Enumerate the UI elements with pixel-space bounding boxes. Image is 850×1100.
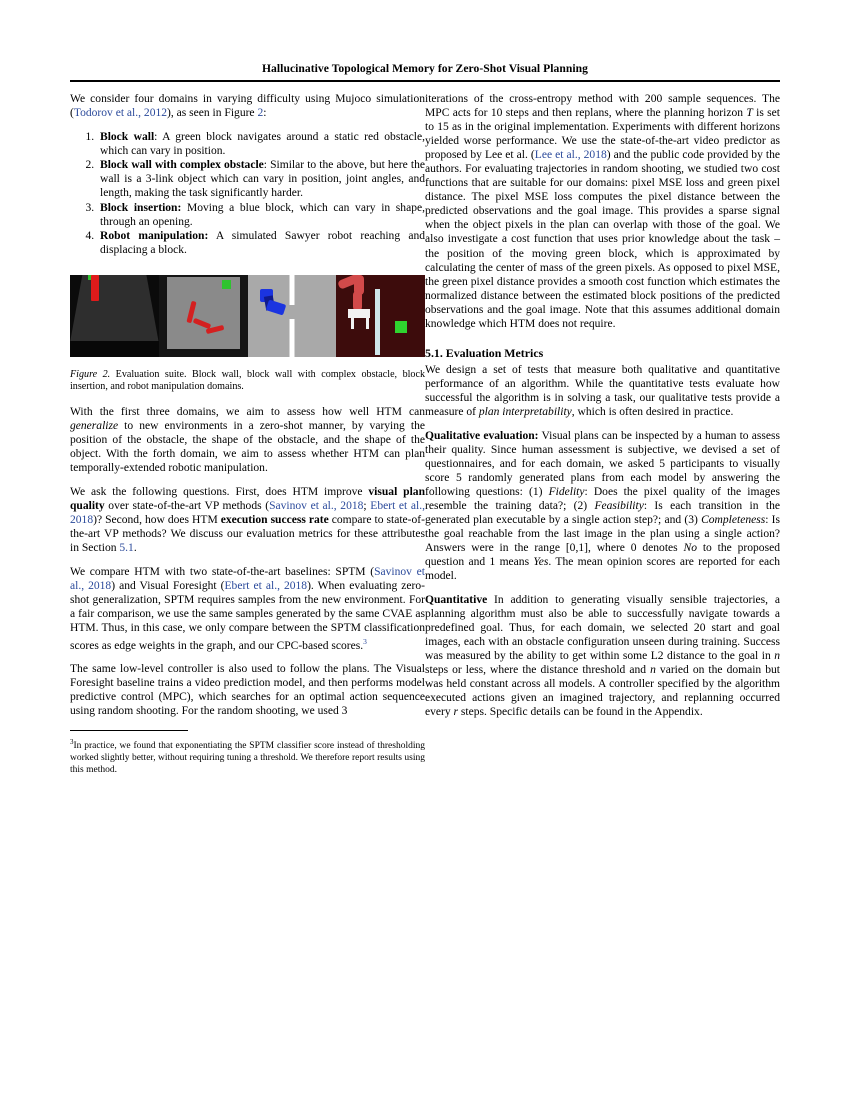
domain-separator: : (154, 130, 163, 143)
citation-savinov-2[interactable]: Savinov et al., 2018 (70, 565, 425, 592)
design-emphasis: plan interpretability (478, 406, 572, 419)
domain-name: Block wall (100, 130, 155, 143)
baselines-text-a: We compare HTM with two state-of-the-art baselines: SPTM ( (70, 565, 375, 578)
math-symbol-T: T (746, 107, 753, 120)
para-controller: The same low-level controller is also used to follow the plans. The Visual Foresight baseline trains a video prediction model, and then performs model predictive control (MPC), which searches for an optimal action sequence using random shooting. For the random shooting, we used 3 (70, 663, 425, 718)
floor-shape (70, 275, 159, 343)
footnote-text: In practice, we found that exponentiating the SPTM classifier score instead of thresholding worked slightly better, without requiring tuning a threshold. We therefore report results using this method. (70, 741, 425, 775)
math-symbol-n-2: n (650, 664, 656, 677)
qualitative-text-a: Visual plans can be inspected by a human to assess their quality. Since human assessment is subjective, we devised a set of questionnaires, and for each domain, we asked 5 participants to visually score 5 randomly generated plans from each model by answering the following questions: (1) (425, 429, 780, 499)
left-column (70, 92, 425, 776)
green-block-icon (222, 280, 231, 289)
blue-block-part-b (266, 300, 287, 316)
domain-description: Moving a blue block, which can vary in shape, through an opening. (100, 201, 425, 228)
running-head: Hallucinative Topological Memory for Zero-Shot Visual Planning (261, 62, 589, 75)
gripper-prong-right (366, 317, 369, 329)
design-text-b: , which is often desired in practice. (571, 406, 734, 419)
answer-yes: Yes (533, 556, 549, 569)
generalize-emphasis: generalize (70, 420, 119, 433)
questions-text-b: over state-of-the-art VP methods ( (104, 499, 270, 512)
para-baselines (70, 565, 425, 653)
figure-caption (70, 369, 425, 394)
gripper-prong-left (351, 317, 354, 329)
list-item (97, 130, 425, 158)
domain-list (70, 130, 425, 258)
footnote-number: 3 (70, 738, 74, 747)
quantitative-text-a: In addition to generating visually sensible trajectories, a planning algorithm must also be able to successfully navigate towards a predefined goal. Thus, for each domain, we selected 20 start and goal images, each with an obstacle configuration unseen during training. Success was measured by the ability to get within some L2 distance to the goal in (425, 594, 780, 663)
qualitative-text-b: : Does the pixel quality of the images resemble the training data?; (2) (425, 486, 781, 513)
mpc-text-b: is set to 15 as in the original implementation. Experiments with different horizons yielded worse performance. We use the state-of-the-art video predictor as proposed by Lee et al. ( (425, 107, 780, 162)
answer-no: No (683, 542, 697, 555)
robot-arm-segment-3 (353, 291, 362, 311)
generalize-text-b: to new environments in a zero-shot manner, by varying the position of the obstacle, the shape of the obstacle, and the shape of the object. With the forth domain, we aim to assess whether HTM can plan temporally-extended robotic manipulation. (70, 420, 425, 475)
qualitative-text-d: : Is the goal reachable from the last image in the plan using a single action? Answers were in the range [0,1], where 0 denotes (425, 514, 780, 555)
green-block-icon (395, 321, 407, 333)
section-heading-evaluation-metrics: 5.1. Evaluation Metrics (425, 345, 544, 360)
qualitative-lead-in: Qualitative evaluation: (425, 429, 539, 442)
math-symbol-n-1: n (774, 650, 780, 663)
citation-savinov[interactable]: Savinov et al., 2018 (269, 499, 364, 512)
floor-shadow (70, 341, 159, 357)
quantitative-text-d: steps. Specific details can be found in the Appendix. (458, 706, 703, 719)
figure-image-strip (70, 275, 425, 357)
para-mpc (425, 92, 780, 331)
metric-fidelity: Fidelity (548, 486, 585, 499)
questions-text-a: We ask the following questions. First, does HTM improve (70, 485, 369, 498)
domain-name: Block insertion: (100, 201, 182, 214)
questions-text-f: . (133, 542, 137, 555)
footnote-rule (70, 730, 188, 731)
quantitative-text-c: varied on the domain but was held constant across all models. A controller specified by the algorithm executed actions given an imagined trajectory, and replanning occurred every (425, 664, 781, 719)
design-text-a: We design a set of tests that measure both qualitative and quantitative performance of an algorithm. While the quantitative tests evaluate how successful the algorithm is in solving a task, our qualitative tests provide a measure of (425, 364, 780, 419)
qualitative-text-e: to the proposed question and 1 means (425, 542, 780, 569)
list-item (97, 158, 425, 200)
footnote-marker-inline[interactable]: 3 (363, 636, 367, 646)
generalize-text-a: With the first three domains, we aim to assess how well HTM can (70, 406, 425, 419)
wall-lower-shape (289, 319, 294, 357)
intro-text-c: : (263, 107, 267, 120)
figure-caption-label: Figure 2. (70, 368, 111, 380)
header-rule (70, 80, 780, 82)
intro-text-a: We consider four domains in varying difficulty using Mujoco simulation ( (70, 93, 425, 120)
math-symbol-r: r (453, 706, 459, 719)
para-questions (70, 485, 425, 555)
mpc-text-c: ) and the public code provided by the authors. For evaluating trajectories in random shooting, we studied two cost functions that are suitable for our domains: pixel MSE loss and green pixel distance. The pixel MSE loss computes the pixel distance between the predicted observations and the goal image. This provides a sparse signal when the object pixels in the plan can overlap with those of the goal. We also investigate a cost function that uses prior knowledge about the task – the position of the moving green block, which is approximated by calculating the center of mass of the green pixels. As opposed to pixel MSE, the green pixel distance provides a smooth cost function which estimates the normalized distance between the estimated block positions of the predicted observations and the goal image. Note that this assumes additional domain knowledge which HTM does not require. (425, 149, 781, 330)
mpc-text-a: iterations of the cross-entropy method with 200 sample sequences. The MPC acts for 10 steps and then replans, where the planning horizon (425, 93, 780, 120)
domain-separator (208, 230, 216, 242)
citation-ebert-2[interactable]: Ebert et al., 2018 (224, 579, 308, 592)
citation-lee[interactable]: Lee et al., 2018 (534, 149, 607, 162)
quantitative-lead-in: Quantitative (425, 594, 488, 606)
metric-completeness: Completeness (701, 514, 766, 527)
domain-name: Robot manipulation: (100, 230, 209, 243)
domain-description: A simulated Sawyer robot reaching and displacing a block. (100, 230, 425, 257)
qualitative-text-c: : Is each transition in the generated plan executable by a single action step?; and (3) (425, 500, 780, 527)
quantitative-text-b: steps or less, where the distance threshold and (425, 664, 651, 677)
para-quantitative (425, 593, 780, 719)
figure-reference[interactable]: 2 (257, 107, 264, 120)
questions-text-c: ; (363, 499, 371, 512)
domain-separator: : (263, 159, 271, 172)
intro-text-b: ), as seen in Figure (167, 107, 258, 120)
wall-upper-shape (289, 275, 294, 305)
para-design (425, 363, 780, 419)
domain-name: Block wall with complex obstacle (100, 159, 264, 172)
list-item (97, 201, 425, 229)
baselines-text-c: ). When evaluating zero-shot generalization, SPTM requires samples from the new environment. For a fair comparison, we use the same samples generated by the same CVAE as HTM. Thus, in this case, we only compare between the SPTM classification scores as edge weights in the graph, and our CPC-based scores. (70, 579, 426, 652)
figure-2 (70, 275, 425, 394)
qualitative-text-f: . The mean opinion scores are reported for each model. (425, 556, 780, 583)
para-qualitative (425, 429, 780, 584)
citation-ebert[interactable]: Ebert et al., 2018 (70, 499, 425, 526)
questions-bold-1: visual plan quality (70, 485, 426, 512)
questions-text-d: )? Second, how does HTM (93, 513, 221, 526)
domain-description: Similar to the above, but here the wall is a 3-link object which can vary in position, joint angles, and length, making the task significantly harder. (100, 159, 425, 200)
figure-caption-text: Evaluation suite. Block wall, block wall with complex obstacle, block insertion, and robot manipulation domains. (70, 368, 425, 392)
baselines-text-b: ) and Visual Foresight ( (111, 579, 225, 592)
figure-panel-block-wall (70, 275, 159, 357)
metric-feasibility: Feasibility (594, 500, 644, 513)
domain-description: A green block navigates around a static red obstacle, which can vary in position. (100, 130, 425, 157)
questions-text-e: compare to state-of-the-art VP methods? We discuss our evaluation metrics for these attributes in Section (70, 513, 425, 555)
citation-todorov[interactable]: Todorov et al., 2012 (73, 107, 168, 120)
intro-paragraph (70, 92, 425, 120)
vertical-post-shape (375, 289, 380, 355)
red-obstacle-icon (91, 275, 99, 301)
para-generalize (70, 405, 425, 475)
figure-panel-block-insertion (248, 275, 337, 357)
list-item (97, 229, 425, 257)
questions-bold-2: execution success rate (220, 513, 329, 526)
figure-panel-block-wall-complex (159, 275, 248, 357)
footnote (70, 737, 425, 776)
figure-panel-robot-manipulation (336, 275, 425, 357)
section-reference[interactable]: 5.1 (119, 542, 134, 555)
right-column (425, 92, 780, 719)
arena-shape (165, 275, 242, 351)
